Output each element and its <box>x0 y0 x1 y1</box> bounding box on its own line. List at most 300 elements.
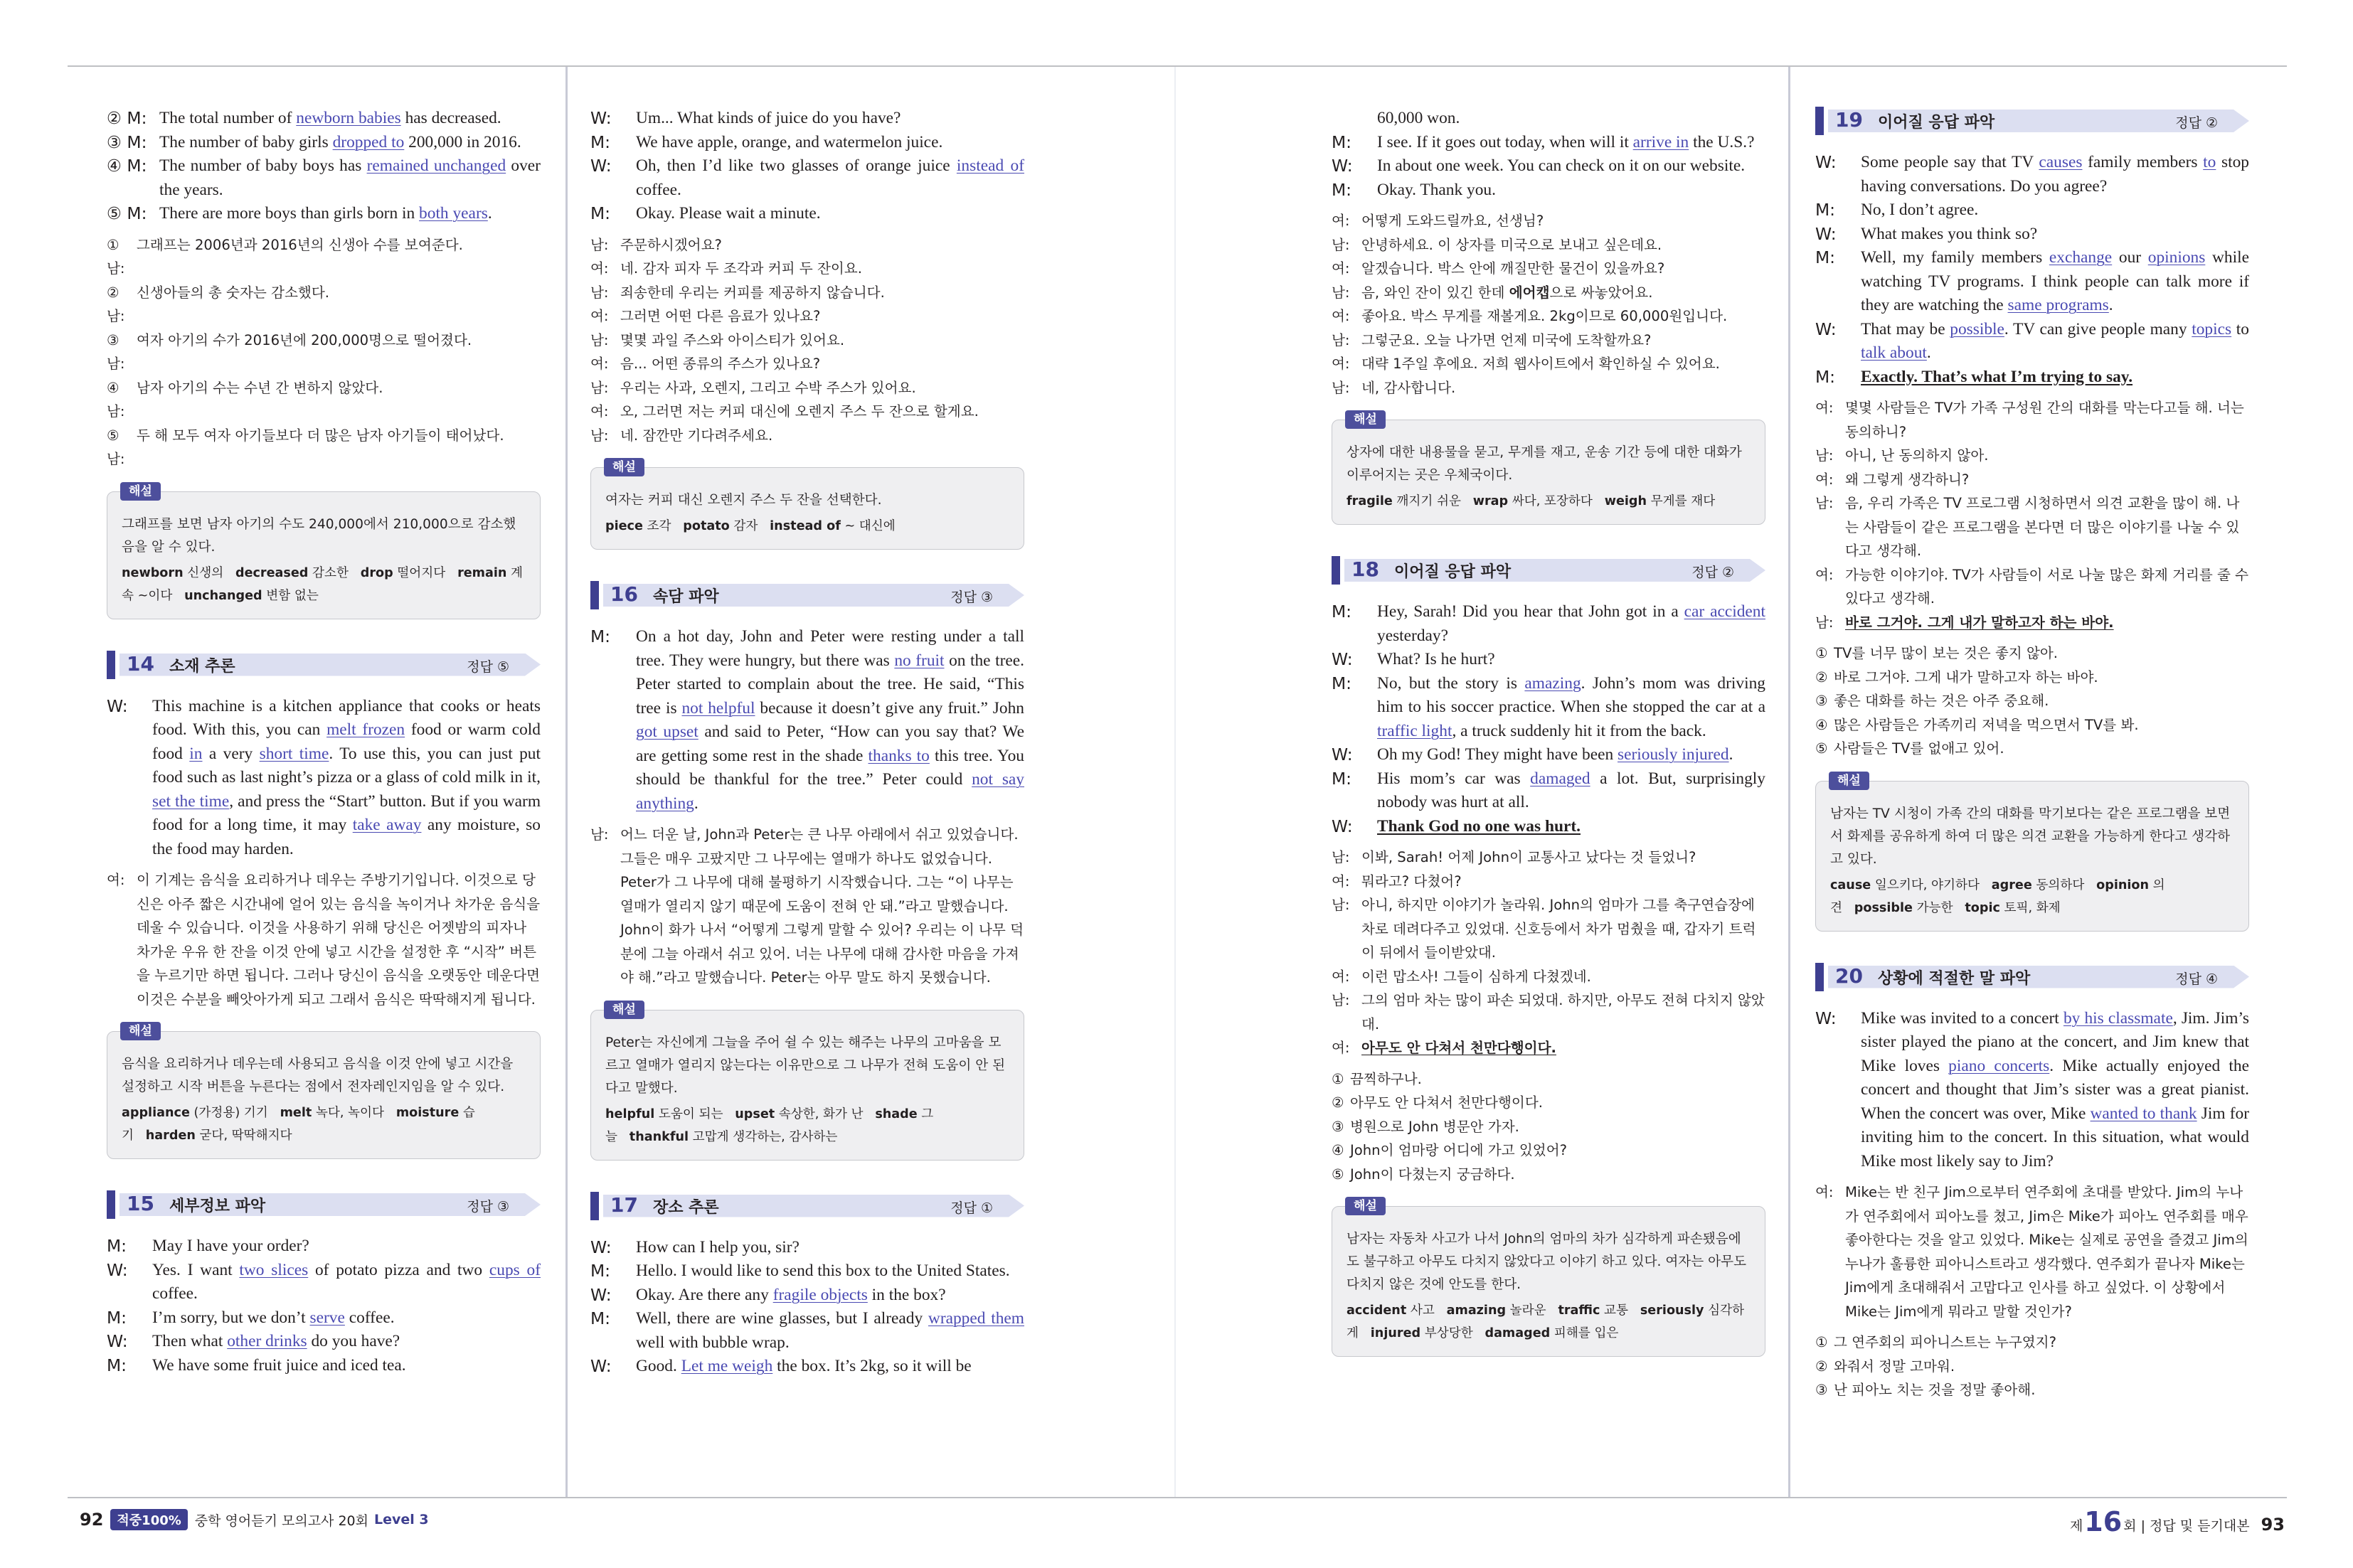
option-line <box>1332 1067 1765 1092</box>
dialogue-line <box>1332 648 1765 672</box>
dialogue-line <box>590 1259 1024 1284</box>
column-3 <box>1332 107 1765 1364</box>
speaker-label: 여: <box>1332 968 1350 985</box>
section-title: 세부정보 파악 <box>169 1198 266 1215</box>
speaker-label: ⑤ M: <box>107 203 147 223</box>
dialogue-line <box>590 233 1024 257</box>
dialogue-line <box>590 424 1024 448</box>
answer-key: 정답 ③ <box>950 590 993 605</box>
speaker-label: ① <box>1815 1334 1828 1350</box>
line-text: 좋은 대화를 하는 것은 아주 중요해. <box>1834 693 2049 709</box>
dialogue-line <box>590 202 1024 226</box>
speaker-label: W: <box>590 1284 612 1305</box>
dialogue-line <box>590 625 1024 816</box>
korean-translation <box>590 233 1024 448</box>
speaker-label: W: <box>1332 649 1353 669</box>
line-text: Well, there are wine glasses, but I already wrapped them well with bubble wrap. <box>636 1309 1024 1352</box>
explanation-tag: 해설 <box>604 458 644 476</box>
line-text: 이 기계는 음식을 요리하거나 데우는 주방기기입니다. 이것으로 당신은 아주 짧은 시간내에 얼어 있는 음식을 녹이거나 차가운 음식을 데울 수 있습니다. 이것을 사용하기 위해 당신은 어젯밤의 피자나 차가운 우유 한 잔을 이것 안에 넣고 시간을 설정한 후 “시작” 버튼을 누르기만 하면 됩니다. 그러나 당신이 음식을 오랫동안 데운다면 이것은 수분을 빼앗아가게 되고 그래서 음식은 딱딱해지게 됩니다. <box>137 872 541 1008</box>
dialogue-line <box>1815 396 2249 444</box>
speaker-label: 남: <box>1332 331 1350 348</box>
speaker-label: ⑤ <box>1332 1166 1344 1183</box>
speaker-label: ② 남: <box>107 284 125 324</box>
explanation-tag: 해설 <box>1829 772 1869 790</box>
speaker-label: M: <box>107 1236 127 1256</box>
speaker-label: W: <box>107 1259 128 1280</box>
line-text: 아니, 난 동의하지 않아. <box>1845 447 1989 464</box>
speaker-label: 남: <box>590 826 609 843</box>
speaker-label: W: <box>590 1237 612 1257</box>
line-text: 바로 그거야. 그게 내가 말하고자 하는 바야. <box>1845 614 2114 631</box>
speaker-label: M: <box>1815 200 1836 220</box>
dialogue-line <box>1332 893 1765 965</box>
line-text: 60,000 won. <box>1377 109 1460 127</box>
speaker-label: ① <box>1332 1070 1344 1087</box>
line-text: Okay. Thank you. <box>1377 180 1496 199</box>
speaker-label: 여: <box>1332 1040 1350 1056</box>
section-number: 17 <box>610 1193 638 1217</box>
line-text: 그의 엄마 차는 많이 파손 되었대. 하지만, 아무도 전혀 다치지 않았대. <box>1361 992 1765 1033</box>
dialogue-line <box>1332 352 1765 376</box>
dialogue-line <box>590 400 1024 424</box>
dialogue-line <box>590 1307 1024 1355</box>
speaker-label: ④ 남: <box>107 379 125 420</box>
dialogue-line <box>107 1306 541 1330</box>
speaker-label: 남: <box>590 379 609 396</box>
speaker-label: ② <box>1332 1094 1344 1111</box>
line-text: On a hot day, John and Peter were resting under a tall tree. They were hungry, but there was no fruit on the tree. Peter started to complain about the tree. He said, “This tree is not helpful because it doesn’t give any fruit.” John got upset and said to Peter, “How can you say that? We are getting some rest in the shade thanks to this tree. You should be thankful for the tree.” Peter could not say anything. <box>636 627 1025 813</box>
answer-key: 정답 ② <box>2175 115 2218 131</box>
vocabulary-list: piece 조각 potato 감자 instead of ~ 대신에 <box>605 519 896 533</box>
dialogue-line <box>1332 870 1765 894</box>
speaker-label: M: <box>590 626 611 646</box>
vocabulary-list: fragile 깨지기 쉬운 wrap 싸다, 포장하다 weigh 무게를 재다 <box>1347 494 1716 508</box>
line-text: 이런 맙소사! 그들이 심하게 다쳤겠네. <box>1361 968 1591 985</box>
line-text: 아니, 하지만 이야기가 놀라워. John의 엄마가 그를 축구연습장에 차로 데려다주고 있었대. 신호등에서 차가 멈췄을 때, 갑자기 트럭이 뒤에서 들이받았대. <box>1361 897 1756 961</box>
answer-options <box>1815 641 2249 761</box>
vocabulary-list: newborn 신생의 decreased 감소한 drop 떨어지다 remain 계속 ~이다 unchanged 변함 없는 <box>122 565 524 603</box>
speaker-label: W: <box>590 156 612 176</box>
section-title: 이어질 응답 파악 <box>1878 114 1995 132</box>
dialogue-line <box>1332 107 1765 131</box>
speaker-label: 남: <box>1332 849 1350 865</box>
option-line <box>1815 737 2249 761</box>
speaker-label: 여: <box>1815 566 1834 583</box>
korean-translation <box>590 823 1024 990</box>
speaker-label: 여: <box>590 260 609 277</box>
dialogue-line <box>107 1234 541 1259</box>
line-text: Well, my family members exchange our opinions while watching TV programs. I think people can talk more if they are watching the same programs. <box>1861 248 2249 314</box>
section-header-20 <box>1815 963 2249 991</box>
speaker-label: 여: <box>1332 308 1350 324</box>
speaker-label: 여: <box>1332 873 1350 890</box>
section-header-16 <box>590 581 1024 609</box>
dialogue-line <box>1332 815 1765 839</box>
line-text: Oh, then I’d like two glasses of orange juice instead of coffee. <box>636 156 1024 199</box>
speaker-label: 여: <box>1332 260 1350 277</box>
speaker-label: 여: <box>1332 213 1350 229</box>
dialogue-line <box>107 329 541 376</box>
section-number: 16 <box>610 582 638 606</box>
dialogue-line <box>590 352 1024 376</box>
section-number: 15 <box>127 1192 154 1215</box>
speaker-label: 남: <box>590 427 609 444</box>
dialogue-line <box>590 376 1024 400</box>
speaker-label: ③ <box>1332 1118 1344 1135</box>
line-text: 대략 1주일 후에요. 저희 웹사이트에서 확인하실 수 있어요. <box>1361 356 1720 372</box>
line-text: We have some fruit juice and iced tea. <box>152 1355 406 1375</box>
dialogue-line <box>1332 154 1765 178</box>
speaker-label: W: <box>1815 152 1837 172</box>
speaker-label: 남: <box>1815 495 1834 511</box>
dialogue-line <box>1332 846 1765 870</box>
dialogue-line <box>1332 281 1765 305</box>
line-text: 이봐, Sarah! 어제 John이 교통사고 났다는 것 들었니? <box>1361 849 1696 865</box>
section-title: 장소 추론 <box>653 1198 719 1217</box>
dialogue-line <box>1815 198 2249 223</box>
line-text: Um... What kinds of juice do you have? <box>636 109 901 127</box>
speaker-label: 남: <box>1815 447 1834 464</box>
line-text: Okay. Are there any fragile objects in the box? <box>636 1285 946 1304</box>
korean-translation <box>107 868 541 1011</box>
line-text: May I have your order? <box>152 1237 309 1255</box>
line-text: 바로 그거야. 그게 내가 말하고자 하는 바야. <box>1834 668 2098 686</box>
english-script <box>107 107 541 226</box>
dialogue-line <box>1332 257 1765 281</box>
section-header-14 <box>107 651 541 679</box>
explanation-tag: 해설 <box>1345 410 1386 429</box>
round-suffix: 회 | 정답 및 듣기대본 <box>2123 1518 2250 1534</box>
dialogue-line <box>1332 209 1765 233</box>
korean-translation <box>1815 1180 2249 1323</box>
line-text: 어느 더운 날, John과 Peter는 큰 나무 아래에서 쉬고 있었습니다. 그들은 매우 고팠지만 그 나무에는 열매가 하나도 없었습니다. Peter가 그 나무에 대해 불평하기 시작했습니다. 그는 “이 나무는 열매가 열리지 않기 때문에 도움이 전혀 안 돼.”라고 말했습니다. John이 화가 나서 “어떻게 그렇게 말할 수 있어? 우리는 이 나무 덕분에 그늘 아래서 쉬고 있어. 너는 나무에 대해 감사한 마음을 가져야 해.”라고 말했습니다. Peter는 아무 말도 하지 못했습니다. <box>620 826 1024 986</box>
line-text: Yes. I want two slices of potato pizza and two cups of coffee. <box>152 1260 541 1303</box>
section-marker <box>590 1192 599 1220</box>
speaker-label: 남: <box>590 331 609 348</box>
round-number: 16 <box>2084 1506 2123 1537</box>
line-text: 죄송한데 우리는 커피를 제공하지 않습니다. <box>620 284 885 301</box>
line-text: 그래프는 2006년과 2016년의 신생아 수를 보여준다. <box>137 236 463 253</box>
line-text: The number of baby girls dropped to 200,000 in 2016. <box>159 132 521 151</box>
dialogue-line <box>1332 600 1765 648</box>
dialogue-line <box>1332 767 1765 815</box>
dialogue-line <box>1815 468 2249 492</box>
section-title: 상황에 적절한 말 파악 <box>1878 969 2031 988</box>
dialogue-line <box>107 233 541 281</box>
top-rule <box>68 65 2287 67</box>
line-text: In about one week. You can check on it on our website. <box>1377 156 1746 175</box>
section-marker <box>590 581 599 609</box>
dialogue-line <box>1815 1180 2249 1323</box>
english-script <box>590 625 1024 816</box>
answer-options <box>1332 1067 1765 1187</box>
book-title: 중학 영어듣기 모의고사 20회 <box>194 1513 368 1529</box>
dialogue-line <box>590 1236 1024 1260</box>
dialogue-line <box>107 281 541 329</box>
line-text: What? Is he hurt? <box>1377 650 1495 668</box>
dialogue-line <box>1332 988 1765 1036</box>
vocabulary-list: accident 사고 amazing 놀라운 traffic 교통 seriously 심각하게 injured 부상당한 damaged 피해를 입은 <box>1347 1303 1745 1340</box>
dialogue-line <box>1332 672 1765 744</box>
dialogue-line <box>590 257 1024 281</box>
line-text: 안녕하세요. 이 상자를 미국으로 보내고 싶은데요. <box>1361 236 1662 253</box>
speaker-label: M: <box>1332 179 1352 200</box>
dialogue-line <box>107 376 541 424</box>
line-text: 주문하시겠어요? <box>620 236 722 253</box>
answer-key: 정답 ③ <box>467 1199 509 1215</box>
line-text: Hello. I would like to send this box to the United States. <box>636 1262 1010 1280</box>
dialogue-line <box>107 131 541 155</box>
speaker-label: 여: <box>590 356 609 372</box>
explanation-box <box>1815 773 2249 932</box>
speaker-label: 남: <box>1332 897 1350 913</box>
line-text: 와줘서 정말 고마워. <box>1834 1358 1955 1375</box>
vocabulary-list: cause 일으키다, 야기하다 agree 동의하다 opinion 의견 possible 가능한 topic 토픽, 화제 <box>1830 878 2165 915</box>
speaker-label: ③ <box>1815 1382 1828 1398</box>
line-text: 병원으로 John 병문안 가자. <box>1350 1118 1519 1135</box>
speaker-label: 여: <box>1815 471 1834 488</box>
speaker-label: 남: <box>590 284 609 301</box>
column-divider <box>565 67 568 1497</box>
section-header-18 <box>1332 556 1765 585</box>
dialogue-line <box>1332 304 1765 329</box>
speaker-label: M: <box>1332 132 1352 152</box>
speaker-label: 여: <box>1332 356 1350 372</box>
line-text: 끔찍하구나. <box>1350 1070 1422 1087</box>
dialogue-line <box>1815 151 2249 198</box>
english-script <box>1332 600 1765 838</box>
speaker-label: W: <box>107 695 128 716</box>
korean-translation <box>1815 396 2249 634</box>
dialogue-line <box>107 202 541 226</box>
section-title: 속담 파악 <box>653 588 719 606</box>
line-text: I see. If it goes out today, when will it arrive in the U.S.? <box>1377 132 1755 151</box>
dialogue-line <box>590 823 1024 990</box>
line-text: Thank God no one was hurt. <box>1377 816 1581 836</box>
series-badge: 적중100% <box>110 1509 187 1530</box>
explanation-box <box>107 484 541 619</box>
explanation-tag: 해설 <box>1345 1197 1386 1215</box>
column-1 <box>107 107 541 1385</box>
speaker-label: M: <box>590 1261 611 1281</box>
line-text: The total number of newborn babies has decreased. <box>159 109 501 127</box>
speaker-label: 남: <box>1815 614 1834 631</box>
line-text: 사람들은 TV를 없애고 있어. <box>1834 740 2004 757</box>
vocabulary-list: appliance (가정용) 기기 melt 녹다, 녹이다 moisture 습기 harden 굳다, 딱딱해지다 <box>122 1106 475 1143</box>
speaker-label: W: <box>590 108 612 128</box>
section-number: 20 <box>1835 964 1863 988</box>
line-text: 알겠습니다. 박스 안에 깨질만한 물건이 있을까요? <box>1361 260 1665 277</box>
option-line <box>1815 641 2249 666</box>
line-text: 네, 감사합니다. <box>1361 379 1456 396</box>
speaker-label: ② <box>1815 1358 1828 1375</box>
dialogue-line <box>590 131 1024 155</box>
speaker-label: W: <box>107 1331 128 1351</box>
speaker-label: M: <box>107 1355 127 1375</box>
speaker-label: M: <box>590 132 611 152</box>
speaker-label: 남: <box>1332 992 1350 1008</box>
speaker-label: 남: <box>1332 379 1350 396</box>
line-text: There are more boys than girls born in both years. <box>159 204 492 223</box>
line-text: No, but the story is amazing. John’s mom was driving him to his soccer practice. When she stopped the car at a traffic light, a truck suddenly hit it from the back. <box>1377 673 1765 740</box>
right-footer <box>2069 1506 2285 1540</box>
line-text: Okay. Please wait a minute. <box>636 204 821 223</box>
option-line <box>1815 1330 2249 1355</box>
line-text: 신생아들의 총 숫자는 감소했다. <box>137 284 329 301</box>
speaker-label: 여: <box>590 403 609 420</box>
option-line <box>1815 1378 2249 1402</box>
speaker-label: M: <box>590 1308 611 1328</box>
option-line <box>1815 713 2249 737</box>
line-text: Oh my God! They might have been seriously injured. <box>1377 745 1733 764</box>
speaker-label: ⑤ 남: <box>107 427 125 467</box>
speaker-label: 여: <box>1815 1184 1834 1200</box>
dialogue-line <box>590 154 1024 202</box>
option-line <box>1815 666 2249 690</box>
english-script <box>1815 1007 2249 1174</box>
line-text: What makes you think so? <box>1861 224 2038 243</box>
speaker-label: 여: <box>107 872 125 888</box>
speaker-label: M: <box>590 203 611 223</box>
speaker-label: 여: <box>1815 400 1834 416</box>
dialogue-line <box>107 1354 541 1378</box>
dialogue-line <box>1815 1007 2249 1174</box>
korean-translation <box>1332 209 1765 400</box>
speaker-label: W: <box>1332 816 1353 836</box>
line-text: John이 다쳤는지 궁금하다. <box>1350 1166 1515 1183</box>
explanation-text: 남자는 자동차 사고가 나서 John의 엄마의 차가 심각하게 파손됐음에도 불구하고 아무도 다치지 않았다고 이야기 하고 있다. 여자는 아무도 다치지 않은 것에 안도를 한다. <box>1347 1232 1747 1292</box>
line-text: 몇몇 과일 주스와 아이스티가 있어요. <box>620 331 845 348</box>
speaker-label: ④ <box>1332 1142 1344 1158</box>
speaker-label: ① 남: <box>107 236 125 277</box>
explanation-tag: 해설 <box>120 482 161 501</box>
line-text: 뭐라고? 다쳤어? <box>1361 873 1462 890</box>
english-script <box>107 1234 541 1377</box>
answer-key: 정답 ② <box>1691 565 1734 580</box>
section-number: 18 <box>1351 558 1379 581</box>
column-divider <box>1788 67 1790 1497</box>
speaker-label: M: <box>1815 247 1836 267</box>
bottom-rule <box>68 1497 2287 1498</box>
left-footer <box>80 1509 429 1530</box>
english-script <box>1815 151 2249 389</box>
explanation-box <box>107 1024 541 1159</box>
speaker-label: W: <box>1815 223 1837 244</box>
dialogue-line <box>590 1284 1024 1308</box>
left-page-number: 92 <box>80 1510 104 1530</box>
line-text: John이 엄마랑 어디에 가고 있었어? <box>1350 1142 1568 1158</box>
right-page-number: 93 <box>2261 1515 2285 1535</box>
line-text: Hey, Sarah! Did you hear that John got in a car accident yesterday? <box>1377 602 1765 645</box>
speaker-label: ② M: <box>107 108 147 128</box>
round-prefix: 제 <box>2069 1518 2083 1534</box>
level-label: Level 3 <box>374 1512 429 1527</box>
dialogue-line <box>107 424 541 471</box>
korean-translation <box>1332 846 1765 1060</box>
line-text: This machine is a kitchen appliance that cooks or heats food. With this, you can melt frozen food or warm cold food in a very short time. To use this, you can just put food such as last night’s pizza or a glass of cold milk in it, set the time, and press the “Start” button. But if you warm food for a long time, it may take away any moisture, so the food may harden. <box>152 696 541 858</box>
dialogue-line <box>1815 223 2249 247</box>
explanation-text: 남자는 TV 시청이 가족 간의 대화를 막기보다는 같은 프로그램을 보면서 화제를 공유하게 하여 더 많은 의견 교환을 가능하게 한다고 생각하고 있다. <box>1830 806 2231 867</box>
line-text: 아무도 안 다쳐서 천만다행이다. <box>1361 1040 1556 1056</box>
line-text: 네. 감자 피자 두 조각과 커피 두 잔이요. <box>620 260 862 277</box>
speaker-label: ① <box>1815 645 1828 661</box>
line-text: Exactly. That’s what I’m trying to say. <box>1861 367 2133 386</box>
speaker-label: W: <box>1815 1008 1837 1028</box>
answer-key: 정답 ① <box>950 1200 993 1216</box>
speaker-label: W: <box>1815 319 1837 339</box>
option-line <box>1815 1355 2249 1379</box>
section-marker <box>107 651 115 679</box>
line-text: His mom’s car was damaged a lot. But, surprisingly nobody was hurt at all. <box>1377 769 1765 811</box>
section-header-19 <box>1815 107 2249 135</box>
line-text: 음, 와인 잔이 있긴 한데 에어캡으로 싸놓았어요. <box>1361 284 1653 301</box>
dialogue-line <box>107 1259 541 1306</box>
vocabulary-list: helpful 도움이 되는 upset 속상한, 화가 난 shade 그늘 thankful 고맙게 생각하는, 감사하는 <box>605 1106 934 1144</box>
speaker-label: ④ <box>1815 716 1828 733</box>
line-text: I’m sorry, but we don’t serve coffee. <box>152 1308 395 1327</box>
explanation-text: 여자는 커피 대신 오렌지 주스 두 잔을 선택한다. <box>605 493 882 508</box>
option-line <box>1332 1115 1765 1139</box>
line-text: 두 해 모두 여자 아기들보다 더 많은 남자 아기들이 태어났다. <box>137 427 504 444</box>
dialogue-line <box>1815 444 2249 468</box>
line-text: How can I help you, sir? <box>636 1237 800 1257</box>
speaker-label: M: <box>1815 366 1836 387</box>
dialogue-line <box>107 868 541 1011</box>
dialogue-line <box>1332 965 1765 989</box>
line-text: 여자 아기의 수가 2016년에 200,000명으로 떨어졌다. <box>137 331 472 348</box>
dialogue-line <box>590 304 1024 329</box>
dialogue-line <box>1332 1036 1765 1060</box>
section-marker <box>1815 963 1824 991</box>
dialogue-line <box>1815 491 2249 563</box>
speaker-label: M: <box>107 1307 127 1328</box>
line-text: 난 피아노 치는 것을 정말 좋아해. <box>1834 1382 2036 1398</box>
explanation-text: 상자에 대한 내용물을 묻고, 무게를 재고, 운송 기간 등에 대한 대화가 이루어지는 곳은 우체국이다. <box>1347 445 1742 483</box>
line-text: TV를 너무 많이 보는 것은 좋지 않아. <box>1834 645 2059 661</box>
line-text: Good. Let me weigh the box. It’s 2kg, so it will be <box>636 1357 972 1375</box>
explanation-tag: 해설 <box>604 1001 644 1019</box>
line-text: 몇몇 사람들은 TV가 가족 구성원 간의 대화를 막는다고들 해. 너는 동의하니? <box>1845 400 2244 440</box>
explanation-box <box>590 460 1024 550</box>
speaker-label <box>1332 107 1377 131</box>
line-text: 좋아요. 박스 무게를 재볼게요. 2kg이므로 60,000원입니다. <box>1361 308 1728 324</box>
section-title: 소재 추론 <box>169 657 235 676</box>
english-script <box>590 1236 1024 1379</box>
line-text: 가능한 이야기야. TV가 사람들이 서로 나눌 많은 화제 거리를 줄 수 있다고 생각해. <box>1845 566 2249 607</box>
explanation-box <box>1332 412 1765 525</box>
dialogue-line <box>1815 611 2249 635</box>
answer-key: 정답 ④ <box>2175 971 2218 987</box>
answer-key: 정답 ⑤ <box>467 658 509 675</box>
line-text: Some people say that TV causes family members to stop having conversations. Do you agree? <box>1861 153 2250 196</box>
explanation-text: 그래프를 보면 남자 아기의 수도 240,000에서 210,000으로 감소했음을 알 수 있다. <box>122 516 516 555</box>
line-text: Mike was invited to a concert by his classmate, Jim. Jim’s sister played the piano at the concert, and Jim knew that Mike loves piano concerts. Mike actually enjoyed the concert and thought that Jim’s sister was a great pianist. When the concert was over, Mike wanted to thank Jim for inviting him to the concert. In this situation, what would Mike most likely say to Jim? <box>1861 1008 2250 1170</box>
page-spine <box>1174 67 1176 1497</box>
explanation-text: 음식을 요리하거나 데우는데 사용되고 음식을 이것 안에 넣고 시간을 설정하고 시작 버튼을 누른다는 점에서 전자레인지임을 알 수 있다. <box>122 1057 514 1094</box>
line-text: 우리는 사과, 오렌지, 그리고 수박 주스가 있어요. <box>620 379 916 396</box>
dialogue-line <box>107 154 541 202</box>
dialogue-line <box>107 107 541 131</box>
line-text: 음... 어떤 종류의 주스가 있나요? <box>620 356 821 372</box>
speaker-label: ③ M: <box>107 132 147 152</box>
section-header-17 <box>590 1192 1024 1220</box>
line-text: The number of baby boys has remained unchanged over the years. <box>159 156 541 199</box>
english-script <box>590 107 1024 226</box>
dialogue-line <box>1332 131 1765 155</box>
section-marker <box>107 1190 115 1219</box>
line-text: No, I don’t agree. <box>1861 201 1979 219</box>
speaker-label: 여: <box>590 308 609 324</box>
